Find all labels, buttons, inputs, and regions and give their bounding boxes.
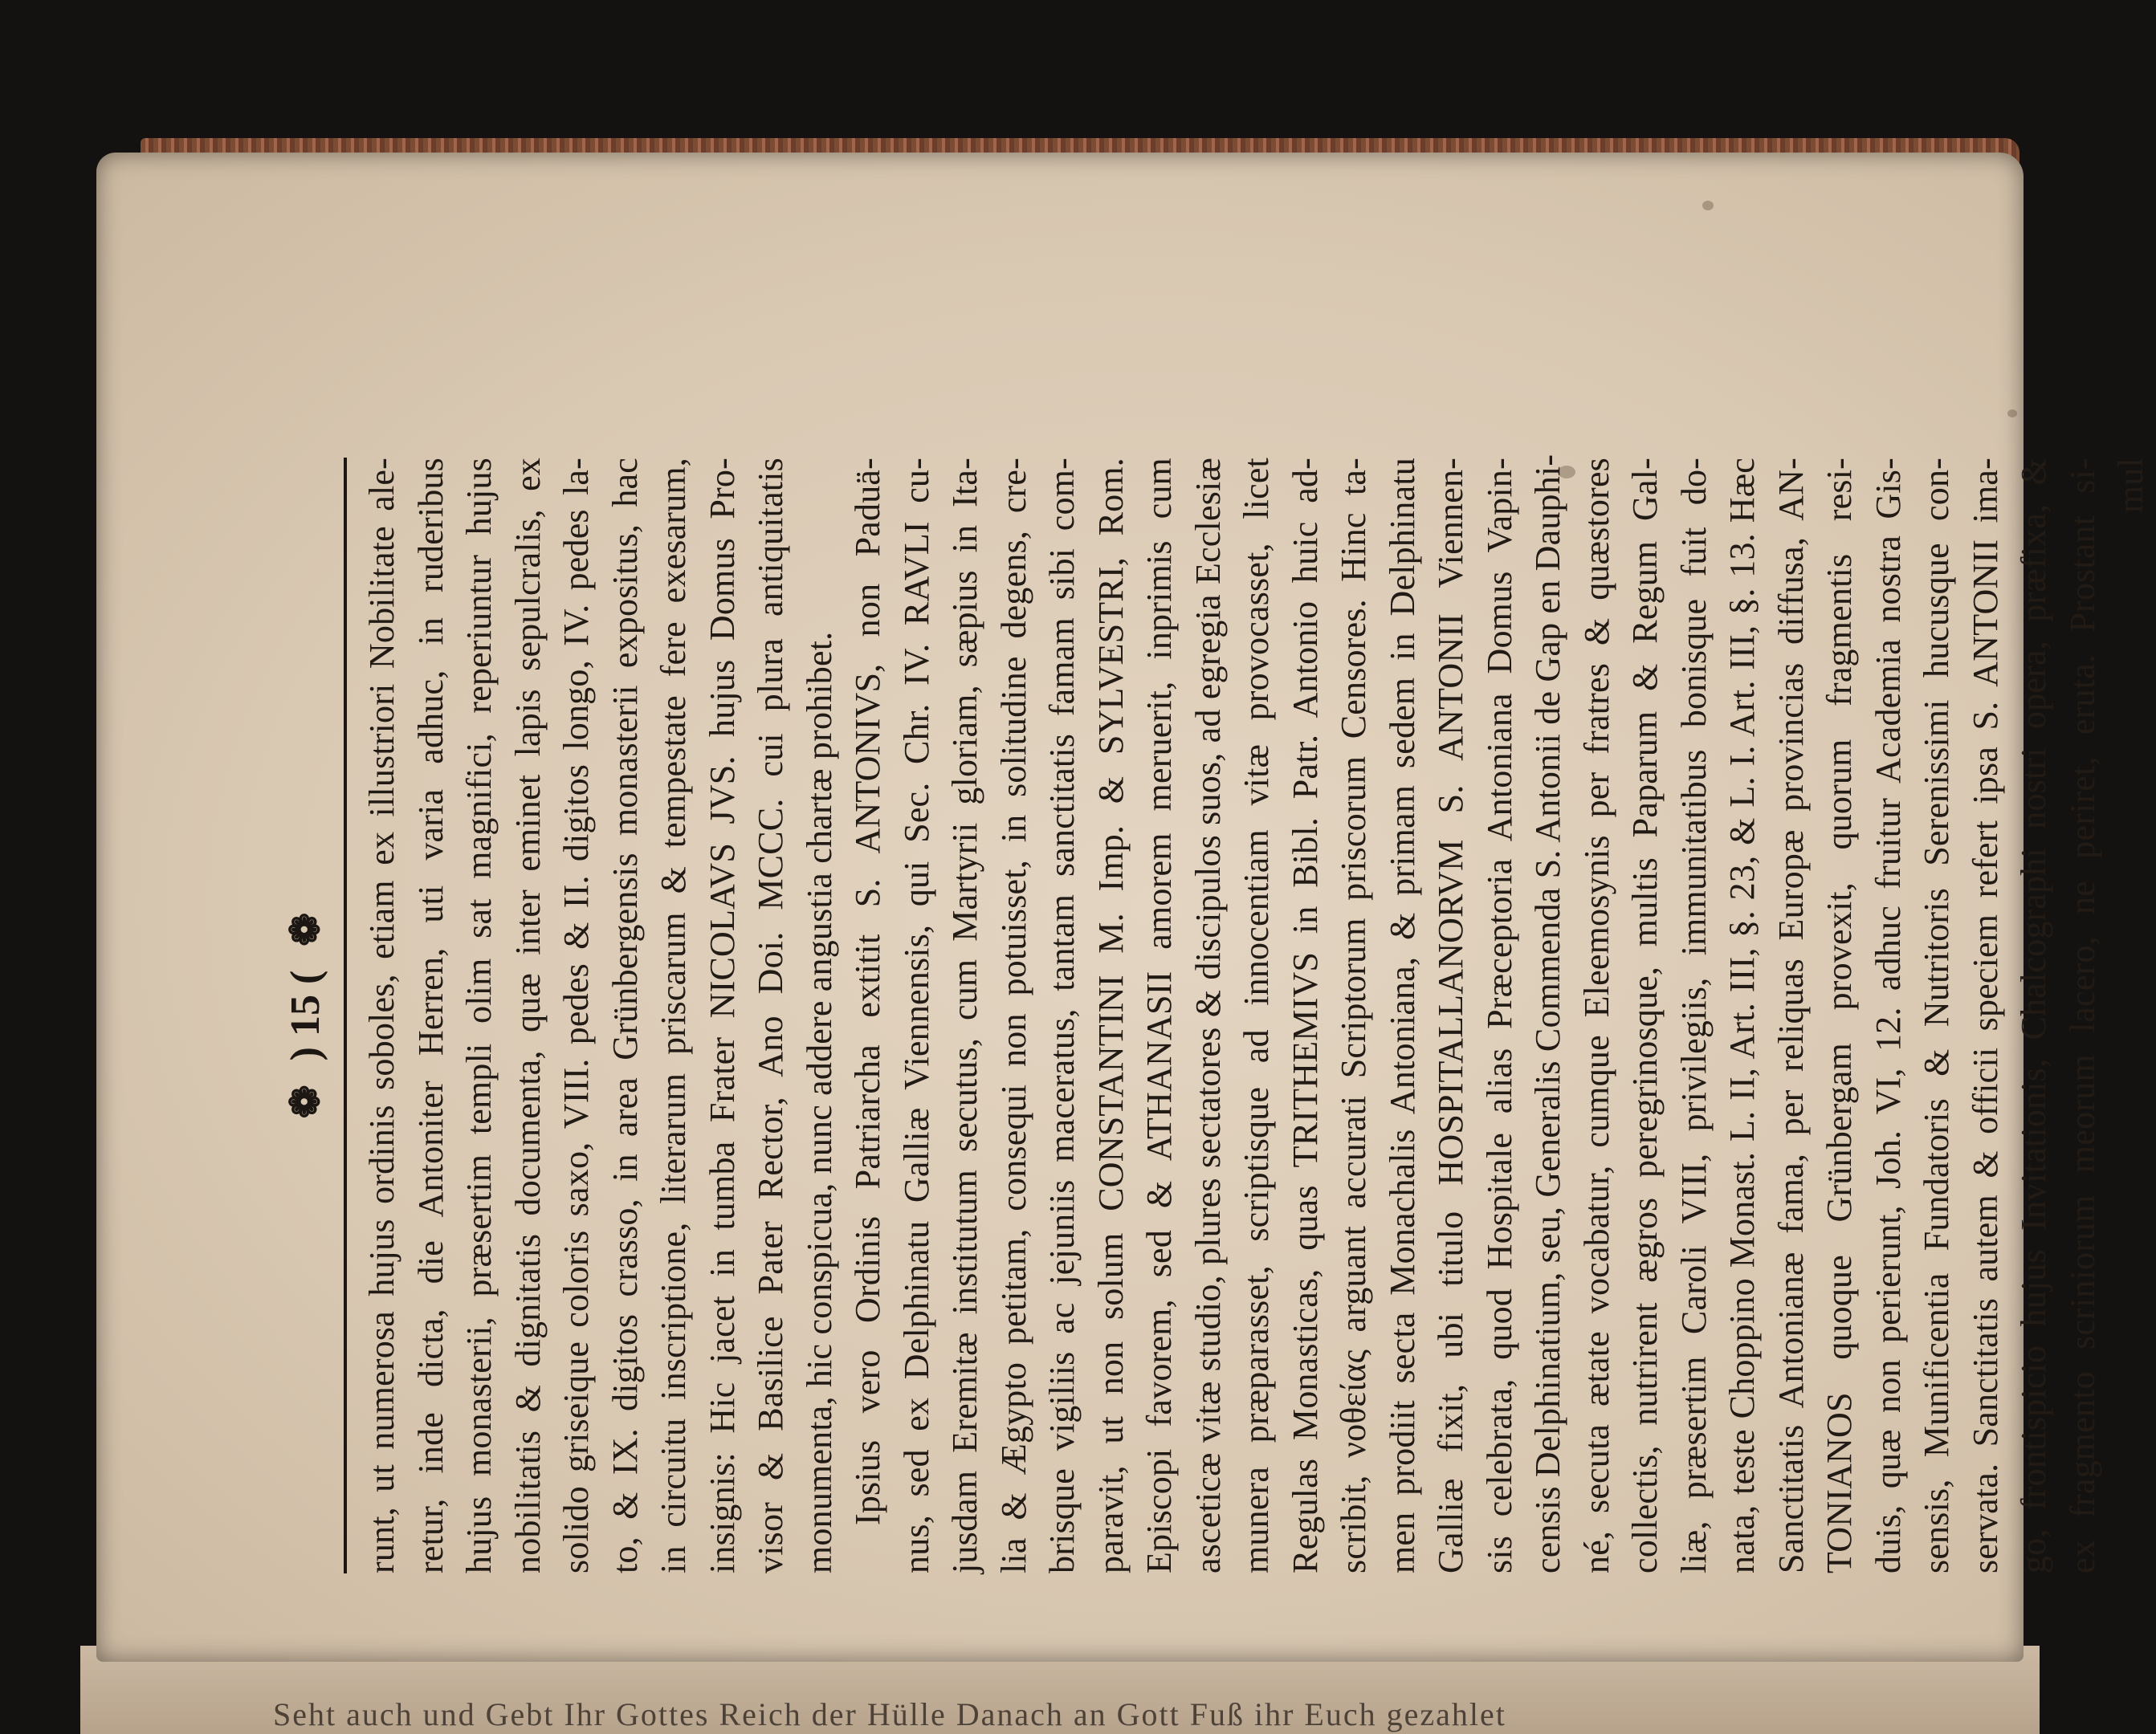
text-line: sensis, Munificentia Fundatoris & Nutritoris Serenissimi hucusque con- (1917, 458, 1956, 1573)
text-line: asceticæ vitæ studio, plures sectatores & discipulos suos, ad egregia Ecclesiæ (1188, 458, 1228, 1573)
text-line: censis Delphinatium, seu, Generalis Commenda S. Antonii de Gap en Dauphi- (1528, 454, 1567, 1573)
text-line: paravit, ut non solum CONSTANTINI M. Imp. & SYLVESTRI, Rom. (1090, 458, 1131, 1573)
text-line: ex fragmento scriniorum meorum lacero, ne periret, eruta. Prostant si- (2062, 458, 2102, 1573)
text-line: go, frontispicio hujus Invitationis, Chalcographi nostri opera, præfixa, & (2014, 458, 2053, 1573)
ink-spot (1702, 201, 1714, 210)
text-line: solido griseique coloris saxo, VIII. pedes & II. digitos longo, IV. pedes la- (556, 458, 596, 1573)
body-text (358, 454, 2156, 1573)
text-line: insignis: Hic jacet in tumba Frater NICOLAVS JVS. hujus Domus Pro- (702, 458, 742, 1573)
text-line: né, secuta ætate vocabatur, cumque Eleemosynis per fratres & quæstores (1576, 458, 1616, 1573)
text-line: monumenta, hic conspicua, nunc addere angustia chartæ prohibet. (799, 631, 839, 1573)
text-line: TONIANOS quoque Grünbergam provexit, quorum fragmentis resi- (1820, 458, 1859, 1573)
page-header (273, 458, 337, 1573)
text-line: Sanctitatis Antonianæ fama, per reliquas Europæ provincias diffusa, AN- (1771, 458, 1811, 1573)
facing-page-text: Seht auch und Gebt Ihr Gottes Reich der Hülle Danach an Gott Fuß ihr Euch gezahlet (273, 1696, 1506, 1732)
text-line: in circuitu inscriptione, literarum priscarum & tempestate fere exesarum, (654, 458, 693, 1573)
text-line: brisque vigiliis ac jejuniis maceratus, tantam sanctitatis famam sibi com- (1042, 458, 1082, 1573)
right-ornament-icon: ❁ (283, 912, 328, 946)
text-line: men prodiit secta Monachalis Antoniana, & primam sedem in Delphinatu (1382, 458, 1422, 1573)
text-line: duis, quæ non perierunt, Joh. VI, 12. adhuc fruitur Academia nostra Gis- (1868, 458, 1908, 1573)
text-line: Regulas Monasticas, quas TRITHEMIVS in Bibl. Patr. Antonio huic ad- (1285, 458, 1325, 1573)
text-line: to, & IX. digitos crasso, in area Grünbergensis monasterii expositus, hac (605, 458, 645, 1573)
text-line: collectis, nutrirent ægros peregrinosque, multis Paparum & Regum Gal- (1625, 458, 1665, 1573)
text-line: nus, sed ex Delphinatu Galliæ Viennensis, qui Sec. Chr. IV. RAVLI cu- (896, 458, 936, 1573)
catchword: mul (2111, 458, 2150, 514)
text-line: scribit, νοθείας arguant accurati Scriptorum priscorum Censores. Hinc ta- (1334, 458, 1373, 1573)
text-line: sis celebrata, quod Hospitale alias Præceptoria Antoniana Domus Vapin- (1479, 458, 1519, 1573)
left-ornament-icon: ❁ (283, 1085, 328, 1119)
text-line: retur, inde dicta, die Antoniter Herren, uti varia adhuc, in ruderibus (410, 458, 450, 1573)
ink-spot (2007, 409, 2017, 417)
text-line: munera præparasset, scriptisque ad innocentiam vitæ provocasset, licet (1237, 458, 1276, 1573)
text-line: Ipsius vero Ordinis Patriarcha extitit S. ANTONIVS, non Paduä- (848, 458, 887, 1525)
text-line: lia & Ægypto petitam, consequi non potuisset, in solitudine degens, cre- (993, 458, 1033, 1573)
text-block (273, 454, 2150, 1573)
text-line: Galliæ fixit, ubi titulo HOSPITALLANORVM S. ANTONII Viennen- (1431, 458, 1470, 1573)
text-line: runt, ut numerosa hujus ordinis soboles, etiam ex illustriori Nobilitate ale- (362, 458, 401, 1573)
header-rule (344, 458, 347, 1573)
text-line: nata, teste Choppino Monast. L. II, Art. III, §. 23, & L. I. Art. III, §. 13. Hæc (1722, 458, 1762, 1573)
text-line: liæ, præsertim Caroli VIII, privilegiis, immunitatibus bonisque fuit do- (1673, 458, 1714, 1573)
text-line: visor & Basilice Pater Rector, Ano Doi. MCCC. cui plura antiquitatis (751, 458, 790, 1573)
text-line: nobilitatis & dignitatis documenta, quæ inter eminet lapis sepulcralis, ex (507, 458, 548, 1573)
page-number: ) 15 ( (282, 970, 328, 1061)
text-line: servata. Sanctitatis autem & officii speciem refert ipsa S. ANTONII ima- (1965, 458, 2005, 1573)
text-line: hujus monasterii, præsertim templi olim sat magnifici, reperiuntur hujus (459, 458, 499, 1573)
text-line: jusdam Eremitæ institutum secutus, cum Martyrii gloriam, sæpius in Ita- (945, 458, 984, 1573)
text-line: Episcopi favorem, sed & ATHANASII amorem meruerit, inprimis cum (1139, 458, 1179, 1573)
